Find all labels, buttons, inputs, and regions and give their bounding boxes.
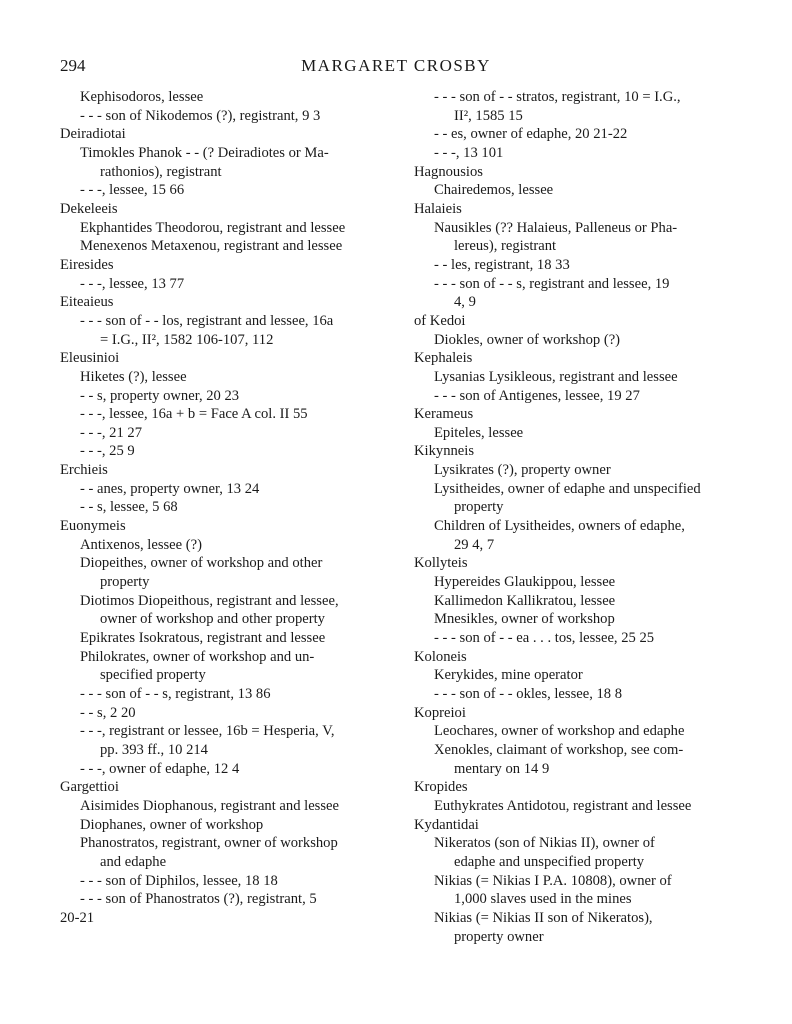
index-entry: - - -, 21 27	[80, 424, 143, 441]
deme-heading: Eleusinioi	[60, 350, 120, 367]
index-entry: Hypereides Glaukippou, lessee	[434, 574, 616, 591]
deme-heading: Kerameus	[414, 406, 474, 423]
index-entry: Nausikles (?? Halaieus, Palleneus or Pha-	[434, 219, 678, 236]
index-entry: Philokrates, owner of workshop and un-	[80, 648, 315, 665]
index-entry: - - -, owner of edaphe, 12 4	[80, 760, 240, 777]
index-entry: Antixenos, lessee (?)	[80, 536, 202, 553]
entry-continuation: = I.G., II², 1582 106-107, 112	[100, 331, 274, 348]
index-entry: Kerykides, mine operator	[434, 667, 583, 684]
index-entry: Kallimedon Kallikratou, lessee	[434, 592, 616, 609]
index-entry: - - - son of Phanostratos (?), registrant, 5	[80, 891, 317, 908]
entry-continuation: mentary on 14 9	[454, 760, 550, 777]
running-head: MARGARET CROSBY	[301, 56, 491, 75]
index-entry: Nikias (= Nikias I P.A. 10808), owner of	[434, 872, 672, 889]
index-entry: - - - son of Diphilos, lessee, 18 18	[80, 872, 278, 889]
deme-heading: Eiresides	[60, 256, 114, 273]
entry-continuation: 4, 9	[454, 294, 476, 311]
entry-continuation: property owner	[454, 928, 544, 945]
index-entry: Euthykrates Antidotou, registrant and lessee	[434, 797, 692, 814]
index-entry: Leochares, owner of workshop and edaphe	[434, 723, 685, 740]
index-entry: Xenokles, claimant of workshop, see com-	[434, 741, 684, 758]
index-entry: Diopeithes, owner of workshop and other	[80, 555, 323, 572]
index-entry: - - - son of Antigenes, lessee, 19 27	[434, 387, 640, 404]
entry-continuation: owner of workshop and other property	[100, 611, 325, 628]
index-entry: Nikias (= Nikias II son of Nikeratos),	[434, 909, 653, 926]
index-entry: Epiteles, lessee	[434, 424, 524, 441]
index-entry: - - -, lessee, 16a + b = Face A col. II 55	[80, 406, 308, 423]
deme-heading: Kydantidai	[414, 816, 479, 833]
index-entry: Kephisodoros, lessee	[80, 89, 204, 105]
deme-heading: Kikynneis	[414, 443, 474, 460]
entry-continuation: II², 1585 15	[454, 107, 523, 124]
index-entry: - - -, registrant or lessee, 16b = Hesperia, V,	[80, 723, 335, 740]
index-entry: Menexenos Metaxenou, registrant and lessee	[80, 238, 343, 255]
deme-heading: Deiradiotai	[60, 126, 126, 143]
deme-heading: Kephaleis	[414, 350, 473, 367]
page-header	[60, 56, 732, 80]
entry-continuation: property	[100, 574, 150, 591]
index-entry: - - - son of - - okles, lessee, 18 8	[434, 686, 623, 702]
index-entry: Diokles, owner of workshop (?)	[434, 331, 621, 348]
left-column	[60, 88, 383, 928]
index-entry: Nikeratos (son of Nikias II), owner of	[434, 835, 655, 852]
entry-continuation: edaphe and unspecified property	[454, 853, 645, 870]
index-entry: - - s, lessee, 5 68	[80, 499, 178, 516]
index-entry: - - - son of - - los, registrant and lessee, 16a	[80, 312, 334, 329]
index-entry: Timokles Phanok - - (? Deiradiotes or Ma-	[80, 144, 329, 161]
deme-heading: Kopreioi	[414, 704, 466, 721]
index-entry: Lysitheides, owner of edaphe and unspecified	[434, 480, 701, 497]
index-entry: - - s, property owner, 20 23	[80, 387, 240, 404]
index-entry: Hiketes (?), lessee	[80, 368, 187, 385]
page-number: 294	[60, 56, 86, 75]
deme-heading: Gargettioi	[60, 779, 119, 796]
entry-continuation: pp. 393 ff., 10 214	[100, 741, 208, 758]
index-entry: - - - son of Nikodemos (?), registrant, 9 3	[80, 107, 321, 124]
deme-heading: Eiteaieus	[60, 294, 114, 311]
deme-heading: of Kedoi	[414, 312, 466, 329]
index-entry: Chairedemos, lessee	[434, 182, 554, 199]
index-entry: Mnesikles, owner of workshop	[434, 611, 615, 628]
entry-continuation: rathonios), registrant	[100, 163, 222, 180]
index-entry: - - es, owner of edaphe, 20 21-22	[434, 126, 628, 143]
deme-heading: Koloneis	[414, 648, 467, 665]
deme-heading: 20-21	[60, 909, 95, 926]
deme-heading: Kollyteis	[414, 555, 468, 572]
entry-continuation: and edaphe	[100, 853, 167, 870]
index-entry: - - s, 2 20	[80, 704, 136, 721]
index-entry: Epikrates Isokratous, registrant and lessee	[80, 630, 326, 647]
index-entry: Ekphantides Theodorou, registrant and lessee	[80, 219, 346, 236]
entry-continuation: property	[454, 499, 504, 516]
deme-heading: Hagnousios	[414, 163, 483, 180]
deme-heading: Erchieis	[60, 462, 108, 479]
index-entry: Children of Lysitheides, owners of edaphe,	[434, 518, 685, 535]
index-entry: - - -, 13 101	[434, 144, 504, 161]
index-entry: Phanostratos, registrant, owner of workshop	[80, 835, 338, 852]
index-entry: - - -, lessee, 15 66	[80, 182, 185, 199]
index-entry: Diotimos Diopeithous, registrant and lessee,	[80, 592, 339, 609]
entry-continuation: specified property	[100, 667, 206, 684]
deme-heading: Halaieis	[414, 200, 462, 217]
index-entry: - - les, registrant, 18 33	[434, 256, 570, 273]
entry-continuation: 29 4, 7	[454, 536, 495, 553]
index-entry: - - -, lessee, 13 77	[80, 275, 185, 292]
index-entry: - - -, 25 9	[80, 443, 135, 460]
index-entry: Diophanes, owner of workshop	[80, 816, 264, 833]
entry-continuation: 1,000 slaves used in the mines	[454, 891, 632, 908]
index-entry: Lysikrates (?), property owner	[434, 462, 611, 479]
index-entry: - - - son of - - s, registrant and lessee, 19	[434, 275, 670, 292]
index-entry: - - - son of - - ea . . . tos, lessee, 25 25	[434, 630, 655, 647]
deme-heading: Euonymeis	[60, 518, 126, 535]
index-entry: Lysanias Lysikleous, registrant and lessee	[434, 368, 678, 385]
deme-heading: Dekeleeis	[60, 200, 118, 217]
deme-heading: Kropides	[414, 779, 468, 796]
index-entry: Aisimides Diophanous, registrant and lessee	[80, 797, 339, 814]
index-entry: - - - son of - - stratos, registrant, 10 = I.G.,	[434, 89, 681, 105]
index-entry: - - anes, property owner, 13 24	[80, 480, 260, 497]
entry-continuation: lereus), registrant	[454, 238, 557, 255]
index-entry: - - - son of - - s, registrant, 13 86	[80, 686, 271, 702]
right-column	[414, 88, 732, 946]
